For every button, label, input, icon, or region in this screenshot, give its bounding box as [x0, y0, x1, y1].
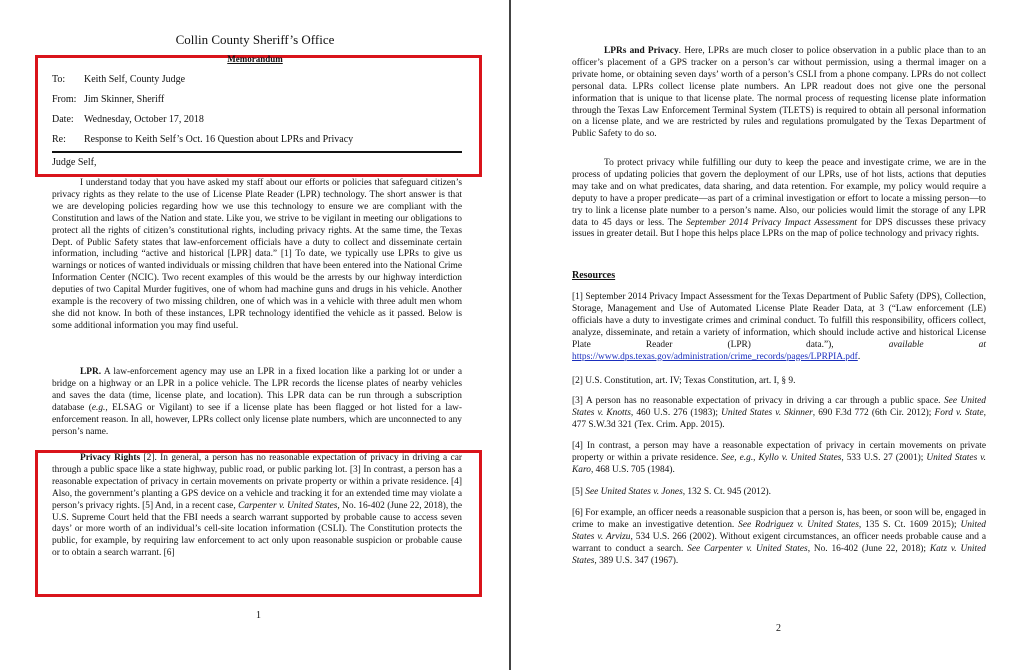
intro-paragraph: I understand today that you have asked my staff about our efforts or policies that safeguard citizen’s privacy rights as they relate to the use of License Plate Reader (LPR) technology. The short answer is that we are developing policies regarding how we use this technology to ensure we are compliant with the Constitution and laws of the Nation and state. Like you, we strive to be vigilant in meeting our obligations to protect all the rights of citizen’s constitutional rights, including privacy rights. At the same time, the Texas Dept. of Public Safety states that law-enforcement officials have a duty to collect and disseminate certain information, including “active and historical [LPR] data.” [1] To date, we typically use LPRs to give us warnings or notices of wanted individuals or missing children that have been entered into the National Crime Information Center (NCIC). Two recent examples of this would be the arrests by our highway interdiction deputies of two Capital Murder fugitives, one of whom had machine guns and drugs in his vehicle. Another example is the recovery of two missing children, one of which was in a vehicle with three adult men whom she did not know. In both of these instances, LPR technology identified the vehicle as it passed. Below is some additional information you may find useful. — [52, 178, 462, 331]
footnote-6: [6] For example, an officer needs a reasonable suspicion that a person is, has been, or soon will be, engaged in crime to make an investigative detention. See Rodriguez v. United States, 135 S. Ct. 1609 2015); United States v. Arvizu, 534 U.S. 266 (2002). Without exigent circumstances, an officer needs probable cause and a warrant to conduct a search. See Carpenter v. United States, No. 16-402 (June 22, 2018); Katz v. United States, 389 U.S. 347 (1967). — [572, 508, 987, 566]
document-page-1 — [0, 0, 510, 670]
to-label: To: — [52, 74, 66, 85]
protect-privacy-paragraph: To protect privacy while fulfilling our duty to keep the peace and investigate crime, we are in the process of updating policies that govern the deployment of our LPRs, use of hot lists, actions that deputies may take and on what predicates, data sharing, and data retention. For example, my policy would require a deputy to have a proper predicate—as part of a criminal investigation or effort to locate a missing person—to try to link a license plate number to a person’s name. Also, our policies would limit the storage of any LPR data to 45 days or less. The September 2014 Privacy Impact Assessment for DPS discusses these privacy issues in greater detail. But I hope this helps place LPRs on the map of police technology and privacy rights. — [572, 158, 986, 240]
date-label: Date: — [52, 114, 74, 125]
footnote-2: [2] U.S. Constitution, art. IV; Texas Constitution, art. I, § 9. — [572, 376, 796, 386]
memo-to-line — [52, 74, 185, 86]
privacy-lead: Privacy Rights — [80, 453, 141, 463]
re-label: Re: — [52, 134, 66, 145]
page-divider — [509, 0, 511, 670]
memo-re-line — [52, 134, 353, 146]
footnote-3: [3] A person has no reasonable expectation of privacy in driving a car through a public space. See United States v. Knotts, 460 U.S. 276 (1983); United States v. Skinner, 690 F.3d 772 (6th Cir. 2012); Ford v. State, 477 S.W.3d 321 (Tex. Crim. App. 2015). — [572, 396, 986, 430]
to-value: Keith Self, County Judge — [84, 74, 186, 85]
page-number-2: 2 — [776, 623, 781, 634]
resources-heading: Resources — [572, 270, 616, 281]
memo-date-line — [52, 114, 204, 126]
lprs-privacy-paragraph: LPRs and Privacy. Here, LPRs are much closer to police observation in a public place than to an officer’s placement of a GPS tracker on a person’s car without permission, using a thermal imager on a private home, or obtaining seven days’ worth of a person’s CSLI from a phone company. LPRs do not collect personal data. LPRs collect license plate numbers. An LPR readout does not give one the personal information that is unique to that license plate. The normal process of requesting license plate information through the Texas Law Enforcement Terminal System (TLETS) is required to obtain all personal information on a license plate, and we are restricted by rules and regulations promulgated by the Texas Department of Public Safety to do so. — [572, 46, 986, 140]
from-value: Jim Skinner, Sheriff — [84, 94, 165, 105]
salutation: Judge Self, — [52, 157, 97, 168]
page-number-1: 1 — [256, 610, 261, 621]
privacy-rights-paragraph: Privacy Rights [2]. In general, a person has no reasonable expectation of privacy in driving a car through a public space like a state highway, public road, or public parking lot. [3] In contrast, a person has a reasonable expectation of privacy in certain movements on private property or within a private residence. [4] Also, the government’s planting a GPS device on a vehicle and tracking it for an extended time may violate a person’s privacy rights. [5] And, in a recent case, Carpenter v. United States, No. 16-402 (June 22, 2018), the U.S. Supreme Court held that the FBI needs a search warrant supported by probable cause to access seven days’ or more worth of an individual’s cell-site location information (CSLI). The Constitution protects the public, for example, by requiring law enforcement to act only upon reasonable suspicion or probable cause or to obtain a search warrant. [6] — [52, 453, 462, 559]
from-label: From: — [52, 94, 77, 105]
lprpia-link[interactable]: https://www.dps.texas.gov/administration/crime_records/pages/LPRPIA.pdf — [572, 351, 858, 362]
memo-title: Memorandum — [227, 54, 283, 64]
footnote-1: [1] September 2014 Privacy Impact Assessment for the Texas Department of Public Safety (DPS), Collection, Storage, Management and Use of Automated License Plate Reader Data, at 3 (“Law enforcement (LE) officials have a duty to investigate crimes and criminal conduct. To fulfill this responsibility, officers collect, analyze, disseminate, and retain a variety of information, which should include active and historical License Plate Reader (LPR) data.”), available at https://www.dps.texas.gov/administration/crime_records/pages/LPRPIA.pdf. — [572, 292, 986, 362]
date-value: Wednesday, October 17, 2018 — [84, 114, 204, 125]
footnote-4: [4] In contrast, a person may have a reasonable expectation of privacy in certain movements on private property or within a private residence. See, e.g., Kyllo v. United States, 533 U.S. 27 (2001); United States v. Karo, 468 U.S. 705 (1984). — [572, 441, 987, 475]
lprs-privacy-lead: LPRs and Privacy — [604, 46, 679, 56]
lpr-lead: LPR. — [80, 367, 102, 377]
lpr-paragraph: LPR. A law-enforcement agency may use an LPR in a fixed location like a parking lot or under a bridge on a highway or an LPR in a police vehicle. The LPR records the license plates of nearby vehicles and saves the data (time, license plate, and location). This LPR data can be run through a subscription database (e.g., ELSAG or Vigilant) to see if a license plate has been flagged or hot listed for a law-enforcement reason. In all, however, LPRs collect only license plate numbers, which are unconnected to any person’s name. — [52, 367, 462, 437]
office-title: Collin County Sheriff’s Office — [175, 32, 335, 47]
footnote-5: [5] See United States v. Jones, 132 S. Ct. 945 (2012). — [572, 487, 772, 497]
memo-from-line — [52, 94, 164, 106]
re-value: Response to Keith Self’s Oct. 16 Question about LPRs and Privacy — [84, 134, 354, 145]
header-rule — [52, 151, 462, 153]
